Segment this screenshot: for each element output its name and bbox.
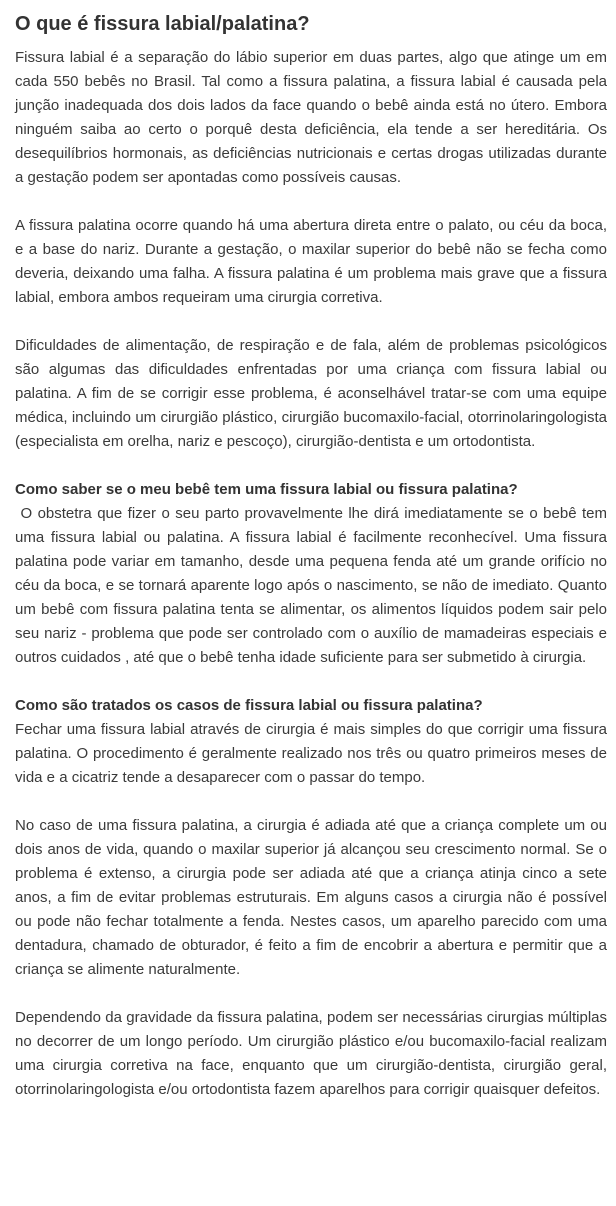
paragraph-diagnosis: O obstetra que fizer o seu parto provavelmente lhe dirá imediatamente se o bebê tem uma fissura labial ou palatina. A fissura labial é facilmente reconhecível. Uma fissura palatina pode variar em tamanho, desde uma pequena fenda até um grande orifício no céu da boca, e se tornará aparente logo após o nascimento, se não de imediato. Quanto um bebê com fissura palatina tenta se alimentar, os alimentos líquidos podem sair pelo seu nariz - problema que pode ser controlado com o auxílio de mamadeiras especiais e outros cuidados , até que o bebê tenha idade suficiente para ser submetido à cirurgia. (15, 505, 612, 666)
section-heading-diagnosis: Como saber se o meu bebê tem uma fissura labial ou fissura palatina? (15, 481, 518, 498)
paragraph-spacer (15, 982, 607, 1006)
paragraph-treatment-lip: Fechar uma fissura labial através de cirurgia é mais simples do que corrigir uma fissura palatina. O procedimento é geralmente realizado nos três ou quatro primeiros meses de vida e a cicatriz tende a desaparecer com o passar do tempo. (15, 721, 607, 786)
paragraph-treatment-palate: No caso de uma fissura palatina, a cirurgia é adiada até que a criança complete um ou dois anos de vida, quando o maxilar superior já alcançou seu crescimento normal. Se o problema é extenso, a cirurgia pode ser adiada até que a criança atinja cinco a sete anos, a fim de evitar problemas estruturais. Em alguns casos a cirurgia não é possível ou pode não fechar totalmente a fenda. Nestes casos, um aparelho parecido com uma dentadura, chamado de obturador, é feito a fim de encobrir a abertura e permitir que a criança se alimente naturalmente. (15, 817, 607, 978)
paragraph-spacer (15, 454, 607, 478)
paragraph-cleft-palate-definition: A fissura palatina ocorre quando há uma abertura direta entre o palato, ou céu da boca, e a base do nariz. Durante a gestação, o maxilar superior do bebê não se fecha como deveria, deixando uma falha. A fissura palatina é um problema mais grave que a fissura labial, embora ambos requeiram uma cirurgia corretiva. (15, 217, 607, 306)
paragraph-multiple-surgeries: Dependendo da gravidade da fissura palatina, podem ser necessárias cirurgias múltiplas no decorrer de um longo período. Um cirurgião plástico e/ou bucomaxilo-facial realizam uma cirurgia corretiva na face, enquanto que um cirurgião-dentista, cirurgião geral, otorrinolaringologista e/ou ortodontista fazem aparelhos para corrigir quaisquer defeitos. (15, 1009, 607, 1098)
section-heading-treatment: Como são tratados os casos de fissura labial ou fissura palatina? (15, 697, 483, 714)
page-title: O que é fissura labial/palatina? (15, 13, 310, 35)
paragraph-spacer (15, 670, 607, 694)
paragraph-difficulties: Dificuldades de alimentação, de respiração e de fala, além de problemas psicológicos são algumas das dificuldades enfrentadas por uma criança com fissura labial ou palatina. A fim de se corrigir esse problema, é aconselhável tratar-se com uma equipe médica, incluindo um cirurgião plástico, cirurgião bucomaxilo-facial, otorrinolaringologista (especialista em orelha, nariz e pescoço), cirurgião-dentista e um ortodontista. (15, 337, 607, 450)
paragraph-spacer (15, 790, 607, 814)
paragraph-spacer (15, 310, 607, 334)
article (15, 10, 612, 1102)
paragraph-cleft-lip-definition: Fissura labial é a separação do lábio superior em duas partes, algo que atinge um em cada 550 bebês no Brasil. Tal como a fissura palatina, a fissura labial é causada pela junção inadequada dos dois lados da face quando o bebê ainda está no útero. Embora ninguém saiba ao certo o porquê desta deficiência, ela tende a ser hereditária. Os desequilíbrios hormonais, as deficiências nutricionais e certas drogas utilizadas durante a gestação podem ser apontadas como possíveis causas. (15, 49, 607, 186)
paragraph-spacer (15, 190, 607, 214)
